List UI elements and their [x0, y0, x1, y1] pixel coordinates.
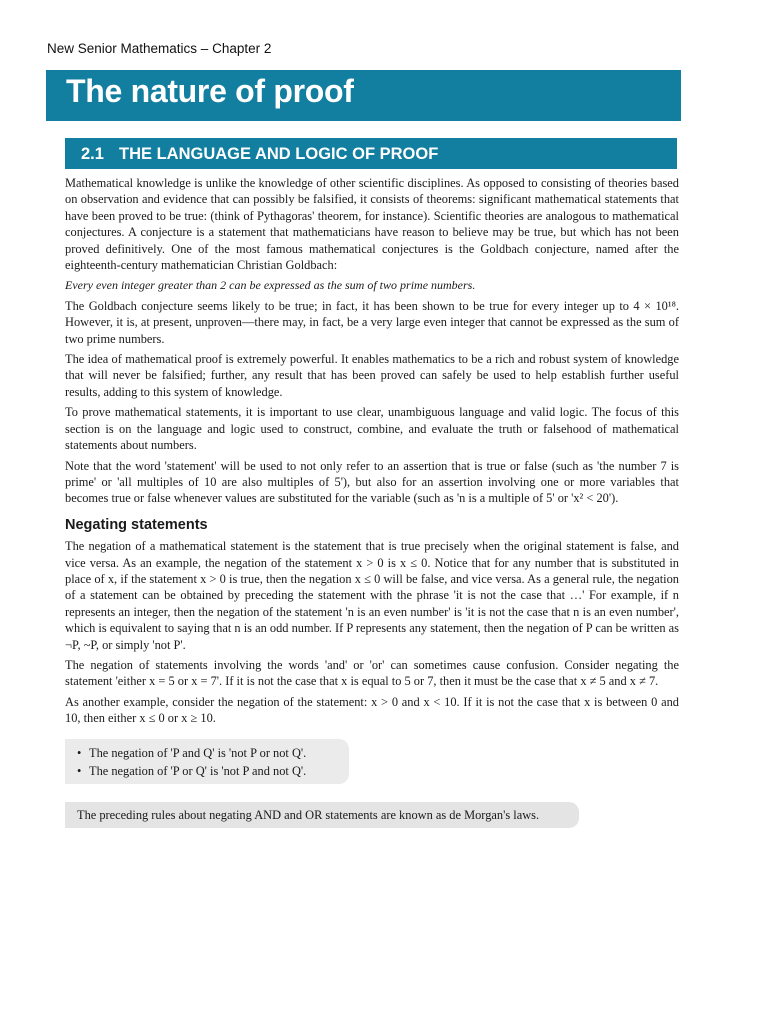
running-head: New Senior Mathematics – Chapter 2 [47, 41, 272, 56]
paragraph-intro: Mathematical knowledge is unlike the knowledge of other scientific disciplines. As opposed to consisting of theories based on observation and evidence that can possibly be falsified, it consists of theorems: significant mathematical statements that have been proved to be true: (think of Pythagoras' theorem, for instance). Scientific theories are analogous to mathematical conjectures. A conjecture is a statement that mathematicians have reason to believe may be true, but which has not been proved definitively. One of the most famous mathematical conjectures is the Goldbach conjecture, named after the eighteenth-century mathematician Christian Goldbach: [65, 176, 679, 273]
list-item: • The negation of 'P or Q' is 'not P and not Q'. [77, 763, 307, 778]
paragraph-goldbach: The Goldbach conjecture seems likely to be true; in fact, it has been shown to be true for every integer up to 4 × 10¹⁸. However, it is, at present, unproven—there may, in fact, be a very large even integer that cannot be expressed as the sum of two prime numbers. [65, 298, 679, 346]
subheading-negating-statements: Negating statements [65, 516, 208, 533]
chapter-title: The nature of proof [66, 73, 354, 109]
goldbach-conjecture-quote: Every even integer greater than 2 can be expressed as the sum of two prime numbers. [65, 278, 476, 293]
paragraph-negation-example: As another example, consider the negation of the statement: x > 0 and x < 10. If it is not the case that x is between 0 and 10, then either x ≤ 0 or x ≥ 10. [65, 694, 679, 726]
chapter-banner [46, 70, 681, 121]
de-morgan-rules-box [65, 739, 349, 784]
paragraph-proof-power: The idea of mathematical proof is extremely powerful. It enables mathematics to be a rich and robust system of knowledge that will never be falsified; further, any result that has been proved can safely be used to help establish further useful results, adding to this system of knowledge. [65, 352, 679, 399]
bullet-icon: • [77, 763, 82, 778]
paragraph-language-logic: To prove mathematical statements, it is important to use clear, unambiguous language and valid logic. The focus of this section is on the language and logic used to construct, combine, and evaluate the truth or falsehood of mathematical statements about numbers. [65, 405, 679, 453]
paragraph-statement-note: Note that the word 'statement' will be used to not only refer to an assertion that is true or false (such as 'the number 7 is prime' or 'all multiples of 10 are also multiples of 5'), but also for an assertion involving one or more variables that becomes true or false whenever values are substituted for the variable (such as 'n is a multiple of 5' or 'x² < 20'). [65, 458, 679, 506]
paragraph-negation-and-or: The negation of statements involving the words 'and' or 'or' can sometimes cause confusion. Consider negating the statement 'either x = 5 or x = 7'. If it is not the case that x is equal to 5 or 7, then it must be the case that x ≠ 5 and x ≠ 7. [65, 657, 679, 689]
section-title: THE LANGUAGE AND LOGIC OF PROOF [119, 145, 439, 163]
section-banner [65, 138, 677, 169]
de-morgan-note: The preceding rules about negating AND and OR statements are known as de Morgan's laws. [65, 802, 579, 828]
paragraph-negation-definition: The negation of a mathematical statement is the statement that is true precisely when the original statement is false, and vice versa. As an example, the negation of the statement x > 0 is x ≤ 0. Notice that for any number that is substituted in place of x, if the statement x > 0 is true, then the negation x ≤ 0 will be false, and vice versa. As a general rule, the negation of a statement can be obtained by preceding the statement with the phrase 'it is not the case that …' For example, if n represents an integer, then the negation of the statement 'n is an even number' is 'it is not the case that n is an even number', which is equivalent to saying that n is an odd number. If P represents any statement, then the negation of P can be written as ¬P, ~P, or simply 'not P'. [65, 539, 679, 652]
bullet-icon: • [77, 745, 82, 760]
section-number: 2.1 [81, 145, 104, 163]
list-item: • The negation of 'P and Q' is 'not P or not Q'. [77, 745, 307, 760]
body-text [65, 175, 679, 828]
